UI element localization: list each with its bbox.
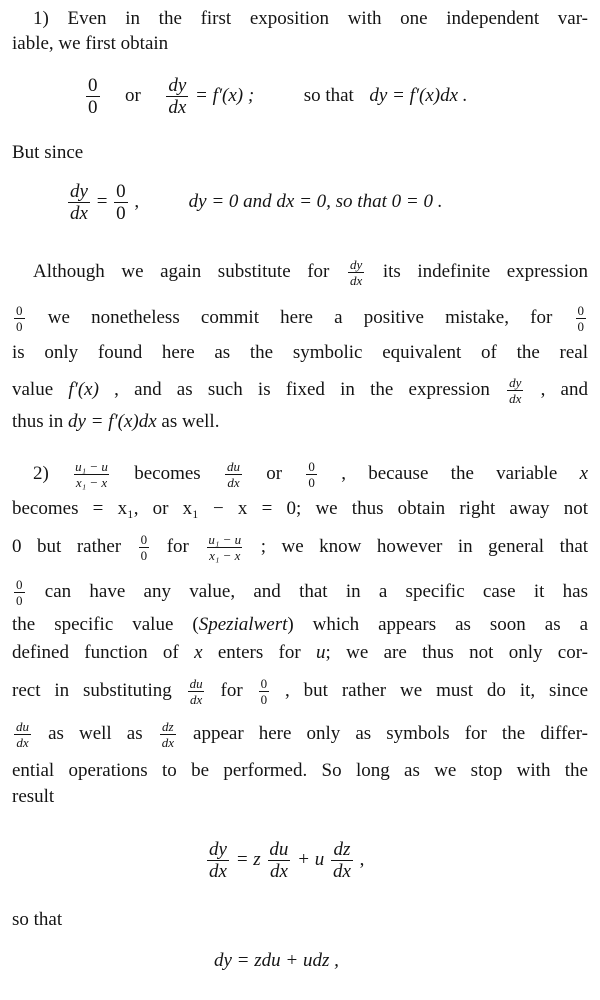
p1-so-that: so that	[303, 84, 354, 106]
p1-line2: iable, we first obtain	[12, 33, 169, 54]
p4-line4: $\frac{0}{0}$ can have any value, and that in a specific case it has	[16, 577, 588, 608]
p4-line5: the specific value (Spezialwert) which appears as soon as a	[12, 614, 589, 635]
p2-equation: $\frac{dy}{dx}$ = $\frac{0}{0}$ , dy = 0 and dx = 0, so that 0 = 0 .	[70, 181, 443, 224]
p1-frac-dydx: $\frac{dy}{dx}$	[168, 75, 187, 118]
p4-frac-zero-d: $\frac{0}{0}$	[260, 676, 268, 707]
p3-line4: value f′(x) , and as such is fixed in the expression $\frac{dy}{dx}$ , and	[12, 375, 588, 406]
p4-line2: becomes = x₁, or x₁ − x = 0; we thus obtain right away not	[12, 498, 588, 519]
p1-line1: 1) Even in the first exposition with one independent var-	[33, 8, 588, 29]
p3-line2: $\frac{0}{0}$ we nonetheless commit here a positive mistake, for $\frac{0}{0}$	[16, 303, 585, 334]
p4-line6: defined function of x enters for u; we are thus not only cor-	[12, 642, 589, 663]
p4-line8: $\frac{du}{dx}$ as well as $\frac{dz}{dx}$ appear here only as symbols for the differ-	[16, 719, 589, 750]
p4-line9: ential operations to be performed. So long as we stop with the	[12, 760, 588, 781]
p3-frac-zero-a: $\frac{0}{0}$	[16, 303, 23, 334]
p4-line3: 0 but rather $\frac{0}{0}$ for $\frac{\text{u₁ − u}}{\text{x₁ − x}}$ ; we know however in general that	[12, 532, 589, 563]
p4-line7: rect in substituting $\frac{du}{dx}$ for $\frac{0}{0}$ , but rather we must do it, since	[12, 676, 589, 707]
p1-eq-result: dy = f′(x)dx .	[369, 84, 468, 106]
p3-line5: thus in dy = f′(x)dx as well.	[12, 411, 220, 432]
p4-frac-diffquot-b: $\frac{\text{u₁ − u}}{\text{x₁ − x}}$	[208, 532, 242, 563]
p4-line10: result	[12, 786, 55, 807]
p4-frac-dzdx: $\frac{dz}{dx}$	[161, 719, 174, 750]
display-equation-dydx: $\frac{dy}{dx}$ = z $\frac{du}{dx}$ + u $\frac{dz}{dx}$ ,	[209, 839, 365, 882]
p3-frac-dydx: $\frac{dy}{dx}$	[349, 257, 363, 288]
eq-mid-dudx: $\frac{du}{dx}$	[269, 839, 289, 882]
p3-frac-zero-b: $\frac{0}{0}$	[577, 303, 585, 334]
eq-lhs-dydx: $\frac{dy}{dx}$	[209, 839, 227, 882]
p3-line3: is only found here as the symbolic equivalent of the real	[12, 342, 588, 363]
p4-line1: 2) $\frac{\text{u₁ − u}}{\text{x₁ − x}}$ becomes $\frac{du}{dx}$ or $\frac{0}{0}$ , because the variable x	[33, 459, 589, 490]
p4-frac-diffquot: $\frac{\text{u₁ − u}}{\text{x₁ − x}}$	[75, 459, 108, 490]
p4-frac-zero: $\frac{0}{0}$	[308, 459, 315, 490]
p5-so-that: so that	[12, 909, 63, 930]
p1-equation	[84, 76, 468, 117]
eq-rhs-dzdx: $\frac{dz}{dx}$	[332, 839, 351, 882]
p2-frac-dydx: $\frac{dy}{dx}$	[70, 181, 88, 224]
p1-frac-zero: $\frac{0}{0}$	[88, 75, 98, 118]
p4-frac-dudx-c: $\frac{du}{dx}$	[16, 719, 29, 750]
p2-rest: dy = 0 and dx = 0, so that 0 = 0 .	[188, 190, 443, 212]
p4-frac-dudx-b: $\frac{du}{dx}$	[189, 676, 203, 707]
final-equation: dy = zdu + udz ,	[214, 950, 339, 971]
p4-frac-dudx: $\frac{du}{dx}$	[227, 459, 240, 490]
p3-line1: Although we again substitute for $\frac{dy}{dx}$ its indefinite expression	[33, 257, 588, 288]
p2-frac-zero: $\frac{0}{0}$	[116, 181, 126, 224]
p2-but-since: But since	[12, 142, 84, 163]
p4-frac-zero-c: $\frac{0}{0}$	[16, 577, 23, 608]
p3-frac-dydx-b: $\frac{dy}{dx}$	[509, 375, 522, 406]
p1-or: or	[125, 84, 141, 106]
p1-eq-rhs: = f′(x) ;	[195, 84, 255, 106]
p4-frac-zero-b: $\frac{0}{0}$	[140, 532, 148, 563]
